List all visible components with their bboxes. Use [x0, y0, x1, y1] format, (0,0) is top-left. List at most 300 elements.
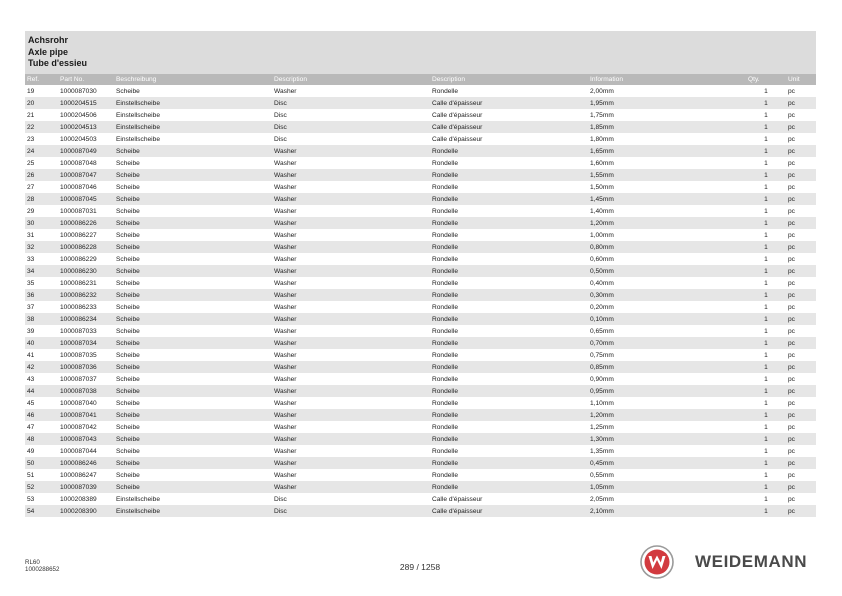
english-description-cell: Washer: [274, 375, 297, 383]
quantity-cell: 1: [746, 457, 786, 469]
unit-cell: pc: [786, 265, 816, 277]
french-description-cell: Calle d'épaisseur: [432, 495, 483, 503]
col-beschreibung-header: Beschreibung: [114, 74, 272, 85]
english-description-cell: Washer: [272, 433, 430, 445]
german-description-cell: Scheibe: [116, 255, 140, 263]
part-number-cell: 1000086228: [58, 241, 114, 253]
unit-cell: pc: [788, 255, 795, 263]
ref-cell: 24: [25, 145, 58, 157]
part-number-cell: 1000087044: [60, 447, 97, 455]
quantity-cell: 1: [746, 169, 786, 181]
title-english: Axle pipe: [28, 46, 69, 57]
english-description-cell: Washer: [272, 169, 430, 181]
information-cell: 1,20mm: [588, 217, 746, 229]
information-cell: 0,40mm: [590, 279, 614, 287]
parts-table-header: [25, 74, 816, 85]
part-number-cell: 1000204506: [60, 111, 97, 119]
information-cell: 0,85mm: [588, 361, 746, 373]
part-number-cell: 1000087049: [58, 145, 114, 157]
quantity-cell: 1: [764, 207, 768, 215]
unit-cell: pc: [788, 111, 795, 119]
english-description-cell: Washer: [274, 471, 297, 479]
table-row: [25, 457, 816, 469]
french-description-cell: Rondelle: [432, 351, 459, 359]
french-description-cell: Rondelle: [430, 313, 588, 325]
model-label: RL60: [25, 559, 40, 566]
information-cell: 2,00mm: [590, 87, 614, 95]
unit-cell: pc: [788, 135, 795, 143]
unit-cell: pc: [788, 327, 795, 335]
quantity-cell: 1: [746, 145, 786, 157]
quantity-cell: 1: [746, 97, 786, 109]
unit-cell: pc: [786, 169, 816, 181]
unit-cell: pc: [786, 337, 816, 349]
information-cell: 0,30mm: [588, 289, 746, 301]
information-cell: 0,75mm: [590, 351, 614, 359]
english-description-cell: Disc: [272, 505, 430, 517]
english-description-cell: Washer: [274, 447, 297, 455]
french-description-cell: Rondelle: [432, 207, 459, 215]
french-description-cell: Calle d'épaisseur: [430, 121, 588, 133]
quantity-cell: 1: [746, 217, 786, 229]
table-row: [25, 241, 816, 253]
part-number-cell: 1000087037: [60, 375, 97, 383]
german-description-cell: Einstellscheibe: [114, 505, 272, 517]
unit-cell: pc: [788, 159, 795, 167]
english-description-cell: Washer: [272, 145, 430, 157]
ref-cell: 52: [25, 481, 58, 493]
german-description-cell: Scheibe: [116, 375, 140, 383]
french-description-cell: Calle d'épaisseur: [432, 111, 483, 119]
ref-cell: 51: [27, 471, 35, 479]
french-description-cell: Rondelle: [430, 361, 588, 373]
part-number-cell: 1000086247: [60, 471, 97, 479]
ref-cell: 42: [25, 361, 58, 373]
ref-cell: 45: [27, 399, 35, 407]
english-description-cell: Washer: [272, 289, 430, 301]
unit-cell: pc: [788, 279, 795, 287]
german-description-cell: Scheibe: [114, 433, 272, 445]
german-description-cell: Scheibe: [114, 241, 272, 253]
german-description-cell: Scheibe: [116, 327, 140, 335]
quantity-cell: 1: [764, 183, 768, 191]
quantity-cell: 1: [764, 231, 768, 239]
information-cell: 1,85mm: [588, 121, 746, 133]
part-number-cell: 1000086230: [58, 265, 114, 277]
ref-cell: 49: [27, 447, 35, 455]
english-description-cell: Washer: [274, 183, 297, 191]
table-row: [25, 109, 816, 121]
ref-cell: 20: [25, 97, 58, 109]
information-cell: 1,05mm: [588, 481, 746, 493]
english-description-cell: Washer: [274, 159, 297, 167]
german-description-cell: Einstellscheibe: [114, 121, 272, 133]
unit-cell: pc: [788, 183, 795, 191]
table-row: [25, 505, 816, 517]
french-description-cell: Rondelle: [430, 193, 588, 205]
information-cell: 0,10mm: [588, 313, 746, 325]
table-row: [25, 337, 816, 349]
table-row: [25, 85, 816, 97]
quantity-cell: 1: [746, 433, 786, 445]
table-row: [25, 421, 816, 433]
french-description-cell: Rondelle: [430, 337, 588, 349]
french-description-cell: Rondelle: [432, 447, 459, 455]
english-description-cell: Washer: [274, 351, 297, 359]
ref-cell: 31: [27, 231, 35, 239]
information-cell: 1,35mm: [590, 447, 614, 455]
quantity-cell: 1: [764, 495, 768, 503]
ref-cell: 53: [27, 495, 35, 503]
unit-cell: pc: [786, 505, 816, 517]
col-information-header: Information: [588, 74, 746, 85]
part-number-cell: 1000204503: [60, 135, 97, 143]
german-description-cell: Einstellscheibe: [114, 97, 272, 109]
col-part-no-header: Part No.: [58, 74, 114, 85]
french-description-cell: Rondelle: [430, 169, 588, 181]
french-description-cell: Rondelle: [432, 87, 459, 95]
table-row: [25, 433, 816, 445]
ref-cell: 36: [25, 289, 58, 301]
quantity-cell: 1: [764, 351, 768, 359]
part-number-cell: 1000086226: [58, 217, 114, 229]
quantity-cell: 1: [764, 135, 768, 143]
information-cell: 1,50mm: [590, 183, 614, 191]
german-description-cell: Scheibe: [114, 457, 272, 469]
col-description-fr-header: Description: [430, 74, 588, 85]
unit-cell: pc: [786, 241, 816, 253]
table-row: [25, 205, 816, 217]
english-description-cell: Washer: [272, 217, 430, 229]
german-description-cell: Einstellscheibe: [116, 495, 160, 503]
german-description-cell: Scheibe: [114, 481, 272, 493]
quantity-cell: 1: [764, 471, 768, 479]
french-description-cell: Rondelle: [432, 231, 459, 239]
unit-cell: pc: [788, 423, 795, 431]
french-description-cell: Calle d'épaisseur: [430, 97, 588, 109]
french-description-cell: Rondelle: [432, 375, 459, 383]
quantity-cell: 1: [764, 327, 768, 335]
unit-cell: pc: [786, 313, 816, 325]
french-description-cell: Rondelle: [430, 433, 588, 445]
german-description-cell: Scheibe: [114, 289, 272, 301]
part-number-cell: 1000087034: [58, 337, 114, 349]
page-number: 289 / 1258: [399, 562, 441, 572]
ref-cell: 48: [25, 433, 58, 445]
table-row: [25, 277, 816, 289]
ref-cell: 50: [25, 457, 58, 469]
french-description-cell: Rondelle: [432, 279, 459, 287]
quantity-cell: 1: [746, 241, 786, 253]
part-number-cell: 1000086231: [60, 279, 97, 287]
ref-cell: 33: [27, 255, 35, 263]
table-row: [25, 301, 816, 313]
french-description-cell: Rondelle: [430, 217, 588, 229]
part-number-cell: 1000087045: [58, 193, 114, 205]
part-number-cell: 1000086246: [58, 457, 114, 469]
german-description-cell: Scheibe: [116, 183, 140, 191]
english-description-cell: Disc: [272, 121, 430, 133]
part-number-cell: 1000087040: [60, 399, 97, 407]
unit-cell: pc: [786, 481, 816, 493]
quantity-cell: 1: [746, 505, 786, 517]
quantity-cell: 1: [764, 87, 768, 95]
german-description-cell: Scheibe: [116, 207, 140, 215]
parts-table: [25, 74, 816, 517]
quantity-cell: 1: [746, 409, 786, 421]
unit-cell: pc: [788, 447, 795, 455]
information-cell: 1,60mm: [590, 159, 614, 167]
unit-cell: pc: [786, 361, 816, 373]
information-cell: 1,80mm: [590, 135, 614, 143]
english-description-cell: Washer: [272, 385, 430, 397]
information-cell: 2,10mm: [588, 505, 746, 517]
table-row: [25, 313, 816, 325]
part-number-cell: 1000087046: [60, 183, 97, 191]
table-row: [25, 229, 816, 241]
information-cell: 0,70mm: [588, 337, 746, 349]
quantity-cell: 1: [764, 375, 768, 383]
unit-cell: pc: [788, 87, 795, 95]
french-description-cell: Rondelle: [432, 183, 459, 191]
french-description-cell: Rondelle: [430, 385, 588, 397]
part-number-cell: 1000087048: [60, 159, 97, 167]
quantity-cell: 1: [764, 111, 768, 119]
table-row: [25, 157, 816, 169]
col-unit-header: Unit: [786, 74, 816, 85]
information-cell: 0,90mm: [590, 375, 614, 383]
english-description-cell: Washer: [274, 399, 297, 407]
french-description-cell: Calle d'épaisseur: [430, 505, 588, 517]
german-description-cell: Scheibe: [116, 303, 140, 311]
unit-cell: pc: [786, 121, 816, 133]
unit-cell: pc: [788, 207, 795, 215]
german-description-cell: Scheibe: [116, 423, 140, 431]
german-description-cell: Scheibe: [116, 351, 140, 359]
english-description-cell: Washer: [274, 231, 297, 239]
table-row: [25, 385, 816, 397]
title-french: Tube d'essieu: [28, 58, 87, 68]
table-row: [25, 97, 816, 109]
english-description-cell: Disc: [274, 495, 287, 503]
ref-cell: 46: [25, 409, 58, 421]
part-number-cell: 1000086229: [60, 255, 97, 263]
german-description-cell: Scheibe: [114, 193, 272, 205]
part-number-cell: 1000208389: [60, 495, 97, 503]
table-row: [25, 469, 816, 481]
information-cell: 2,05mm: [590, 495, 614, 503]
table-row: [25, 121, 816, 133]
part-number-cell: 1000208390: [58, 505, 114, 517]
unit-cell: pc: [786, 193, 816, 205]
german-description-cell: Scheibe: [114, 337, 272, 349]
table-row: [25, 289, 816, 301]
quantity-cell: 1: [746, 313, 786, 325]
ref-cell: 44: [25, 385, 58, 397]
english-description-cell: Washer: [274, 87, 297, 95]
quantity-cell: 1: [746, 289, 786, 301]
ref-cell: 21: [27, 111, 35, 119]
ref-cell: 37: [27, 303, 35, 311]
part-number-cell: 1000087043: [58, 433, 114, 445]
ref-cell: 27: [27, 183, 35, 191]
table-row: [25, 373, 816, 385]
information-cell: 0,55mm: [590, 471, 614, 479]
quantity-cell: 1: [764, 255, 768, 263]
ref-cell: 35: [27, 279, 35, 287]
quantity-cell: 1: [746, 121, 786, 133]
german-description-cell: Scheibe: [116, 87, 140, 95]
english-description-cell: Disc: [272, 97, 430, 109]
brand-wordmark: WEIDEMANN: [695, 552, 808, 571]
table-row: [25, 349, 816, 361]
german-description-cell: Scheibe: [116, 399, 140, 407]
german-description-cell: Scheibe: [114, 217, 272, 229]
french-description-cell: Rondelle: [430, 481, 588, 493]
part-number-cell: 1000204515: [58, 97, 114, 109]
german-description-cell: Scheibe: [116, 159, 140, 167]
information-cell: 0,65mm: [590, 327, 614, 335]
german-description-cell: Scheibe: [116, 231, 140, 239]
part-number-cell: 1000087042: [60, 423, 97, 431]
unit-cell: pc: [786, 289, 816, 301]
quantity-cell: 1: [764, 159, 768, 167]
english-description-cell: Washer: [274, 303, 297, 311]
quantity-cell: 1: [746, 385, 786, 397]
document-number: 1000288652: [25, 566, 60, 574]
quantity-cell: 1: [746, 481, 786, 493]
ref-cell: 30: [25, 217, 58, 229]
information-cell: 0,80mm: [588, 241, 746, 253]
english-description-cell: Washer: [272, 337, 430, 349]
quantity-cell: 1: [764, 279, 768, 287]
information-cell: 0,60mm: [590, 255, 614, 263]
french-description-cell: Rondelle: [432, 399, 459, 407]
section-title: [28, 35, 87, 70]
english-description-cell: Washer: [272, 457, 430, 469]
table-row: [25, 169, 816, 181]
part-number-cell: 1000086232: [58, 289, 114, 301]
ref-cell: 22: [25, 121, 58, 133]
section-header: [25, 31, 816, 74]
ref-cell: 32: [25, 241, 58, 253]
unit-cell: pc: [786, 385, 816, 397]
unit-cell: pc: [788, 495, 795, 503]
part-number-cell: 1000086227: [60, 231, 97, 239]
french-description-cell: Rondelle: [430, 145, 588, 157]
information-cell: 1,10mm: [590, 399, 614, 407]
part-number-cell: 1000087036: [58, 361, 114, 373]
french-description-cell: Rondelle: [430, 409, 588, 421]
table-row: [25, 361, 816, 373]
ref-cell: 43: [27, 375, 35, 383]
ref-cell: 34: [25, 265, 58, 277]
english-description-cell: Disc: [274, 111, 287, 119]
unit-cell: pc: [788, 375, 795, 383]
ref-cell: 54: [25, 505, 58, 517]
part-number-cell: 1000204513: [58, 121, 114, 133]
part-number-cell: 1000087030: [60, 87, 97, 95]
french-description-cell: Calle d'épaisseur: [432, 135, 483, 143]
french-description-cell: Rondelle: [432, 255, 459, 263]
part-number-cell: 1000087041: [58, 409, 114, 421]
german-description-cell: Scheibe: [116, 279, 140, 287]
english-description-cell: Washer: [272, 193, 430, 205]
col-description-en-header: Description: [272, 74, 430, 85]
unit-cell: pc: [786, 97, 816, 109]
table-row: [25, 397, 816, 409]
german-description-cell: Scheibe: [114, 145, 272, 157]
information-cell: 0,20mm: [590, 303, 614, 311]
french-description-cell: Rondelle: [432, 303, 459, 311]
english-description-cell: Washer: [272, 265, 430, 277]
table-row: [25, 181, 816, 193]
english-description-cell: Washer: [274, 279, 297, 287]
german-description-cell: Scheibe: [114, 169, 272, 181]
table-row: [25, 325, 816, 337]
table-row: [25, 133, 816, 145]
ref-cell: 26: [25, 169, 58, 181]
weidemann-w-logo-icon: [640, 545, 674, 579]
unit-cell: pc: [788, 231, 795, 239]
german-description-cell: Scheibe: [114, 385, 272, 397]
german-description-cell: Scheibe: [114, 409, 272, 421]
brand-logo: [640, 545, 820, 579]
part-number-cell: 1000087039: [58, 481, 114, 493]
quantity-cell: 1: [746, 337, 786, 349]
quantity-cell: 1: [764, 423, 768, 431]
english-description-cell: Washer: [274, 255, 297, 263]
english-description-cell: Washer: [272, 313, 430, 325]
part-number-cell: 1000087031: [60, 207, 97, 215]
unit-cell: pc: [786, 433, 816, 445]
part-number-cell: 1000087038: [58, 385, 114, 397]
english-description-cell: Disc: [274, 135, 287, 143]
table-row: [25, 253, 816, 265]
information-cell: 1,45mm: [588, 193, 746, 205]
english-description-cell: Washer: [272, 361, 430, 373]
title-german: Achsrohr: [28, 35, 69, 45]
information-cell: 1,55mm: [588, 169, 746, 181]
col-ref-header: Ref.: [25, 74, 58, 85]
unit-cell: pc: [788, 399, 795, 407]
ref-cell: 40: [25, 337, 58, 349]
quantity-cell: 1: [764, 399, 768, 407]
french-description-cell: Rondelle: [430, 241, 588, 253]
table-row: [25, 145, 816, 157]
english-description-cell: Washer: [274, 327, 297, 335]
information-cell: 1,00mm: [590, 231, 614, 239]
ref-cell: 41: [27, 351, 35, 359]
ref-cell: 23: [27, 135, 35, 143]
quantity-cell: 1: [746, 265, 786, 277]
quantity-cell: 1: [746, 193, 786, 205]
english-description-cell: Washer: [274, 423, 297, 431]
french-description-cell: Rondelle: [432, 423, 459, 431]
information-cell: 1,30mm: [588, 433, 746, 445]
ref-cell: 25: [27, 159, 35, 167]
information-cell: 1,75mm: [590, 111, 614, 119]
quantity-cell: 1: [764, 303, 768, 311]
information-cell: 1,25mm: [590, 423, 614, 431]
col-qty-header: Qty.: [746, 74, 786, 85]
information-cell: 0,95mm: [588, 385, 746, 397]
french-description-cell: Rondelle: [432, 159, 459, 167]
english-description-cell: Washer: [272, 481, 430, 493]
table-row: [25, 217, 816, 229]
french-description-cell: Rondelle: [430, 289, 588, 301]
ref-cell: 38: [25, 313, 58, 325]
